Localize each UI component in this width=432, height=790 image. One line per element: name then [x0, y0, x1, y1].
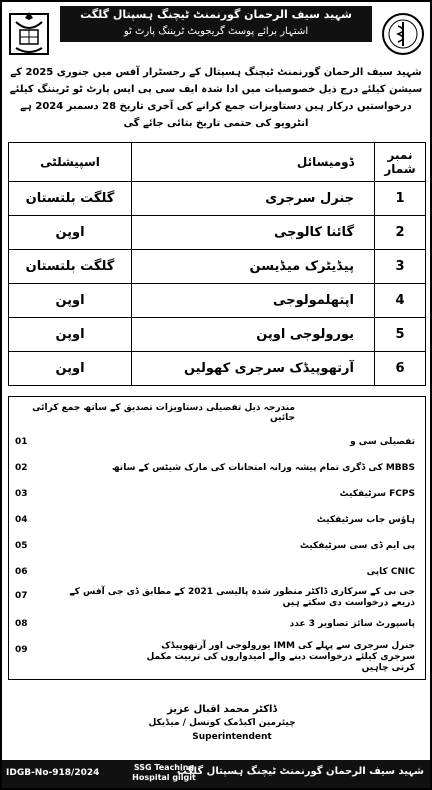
item-number: 04 — [15, 515, 28, 525]
row-number: 3 — [375, 250, 426, 284]
table-row — [9, 318, 426, 352]
signatory-title-en: Superintendent — [192, 732, 272, 742]
item-text: ہاؤس جاب سرٹیفکیٹ — [316, 515, 415, 525]
row-domicile: گلگت بلتستان — [9, 250, 132, 284]
ad-subtitle: اشتہار برائے پوسٹ گریجویٹ ٹریننگ پارٹ ٹو — [123, 26, 309, 37]
table-row — [9, 352, 426, 386]
row-number: 1 — [375, 182, 426, 216]
table-row — [9, 250, 426, 284]
list-item — [9, 431, 425, 453]
hospital-logo-icon — [380, 8, 426, 60]
list-item — [9, 457, 425, 479]
row-specialty: جنرل سرجری — [132, 182, 375, 216]
item-text: پاسپورٹ سائز تصاویر 3 عدد — [289, 619, 415, 629]
specialty-table — [8, 142, 426, 386]
signatory-designation: چیئرمین اکیڈمک کونسل / میڈیکل — [148, 718, 296, 728]
item-number: 02 — [15, 463, 28, 473]
item-text: CNIC کاپی — [366, 567, 415, 577]
footer — [2, 682, 430, 788]
row-number: 6 — [375, 352, 426, 386]
row-number: 2 — [375, 216, 426, 250]
table-row — [9, 216, 426, 250]
row-specialty: یورولوجی اوپن — [132, 318, 375, 352]
row-number: 4 — [375, 284, 426, 318]
item-number: 07 — [15, 591, 28, 601]
table-row — [9, 284, 426, 318]
row-domicile: اوپن — [9, 318, 132, 352]
item-text: جی بی کے سرکاری ڈاکٹر منظور شدہ پالیسی 2021 کے مطابق ڈی جی آفس کے ذریعے درخواست دی سکتے ہیں — [69, 587, 415, 608]
list-item — [9, 561, 425, 583]
item-text: MBBS کی ڈگری تمام پیشہ ورانہ امتحانات کی مارک شیٹس کے ساتھ — [111, 463, 415, 473]
table-row — [9, 182, 426, 216]
list-item — [9, 509, 425, 531]
row-domicile: اوپن — [9, 216, 132, 250]
list-item — [9, 483, 425, 505]
row-domicile: اوپن — [9, 352, 132, 386]
list-item — [9, 535, 425, 557]
list-item — [9, 585, 425, 611]
header-title-box — [60, 6, 372, 42]
header-specialty: ڈومیسائل — [132, 143, 375, 182]
government-emblem-icon — [6, 8, 52, 60]
row-specialty: آرتھوپیڈک سرجری کھولیں — [132, 352, 375, 386]
item-text: جنرل سرجری سے پہلے کی IMM یورولوجی اور آرتھوپیڈک سرجری کیلئے درخواست دینے والے امیدواروں کی تربیت مکمل کرنی چاہیں — [146, 641, 415, 673]
hospital-name-footer: شہید سیف الرحمان گورنمنٹ ٹیچنگ ہسپتال گلگت — [176, 766, 424, 777]
item-number: 08 — [15, 619, 28, 629]
header-serial: نمبر شمار — [375, 143, 426, 182]
list-item — [9, 639, 425, 673]
footer-band — [2, 760, 430, 788]
row-specialty: گائنا کالوجی — [132, 216, 375, 250]
item-text: تفصیلی سی و — [350, 437, 415, 447]
ad-id: IDGB-No-918/2024 — [6, 768, 100, 778]
item-number: 03 — [15, 489, 28, 499]
row-domicile: گلگت بلتستان — [9, 182, 132, 216]
hospital-title: شہید سیف الرحمان گورنمنٹ ٹیچنگ ہسپتال گلگت — [80, 8, 352, 21]
header — [2, 2, 430, 66]
row-number: 5 — [375, 318, 426, 352]
item-number: 01 — [15, 437, 28, 447]
row-specialty: اپتھلمولوجی — [132, 284, 375, 318]
item-number: 05 — [15, 541, 28, 551]
item-text: FCPS سرٹیفکیٹ — [339, 489, 415, 499]
row-specialty: پیڈیٹرک میڈیسن — [132, 250, 375, 284]
item-number: 06 — [15, 567, 28, 577]
documents-heading: مندرجہ ذیل تفصیلی دستاویزات تصدیق کے ساتھ جمع کرائی جائیں — [32, 403, 295, 423]
ssg-line-1: SSG Teaching — [133, 763, 195, 772]
list-item — [9, 613, 425, 635]
item-number: 09 — [15, 645, 28, 655]
intro-paragraph: شہید سیف الرحمان گورنمنٹ ٹیچنگ ہسپتال کے رجسٹرار آفس میں جنوری 2025 کے سیشن کیلئے درج ذیل خصوصیات میں ادا شدہ ایف سی پی ایس پارٹ ٹو ٹریننگ کیلئے درخواستیں درکار ہیں دستاویزات جمع کرانے کی آخری تاریخ 28 دسمبر 2024 ہے انٹرویو کی حتمی تاریخ بتائی جائے گی — [9, 67, 423, 129]
item-text: پی ایم ڈی سی سرٹیفکیٹ — [299, 541, 415, 551]
ssg-line-2: Hospital gilgit — [132, 773, 196, 782]
table-header-row — [9, 143, 426, 182]
signatory-name: ڈاکٹر محمد اقبال عزیز — [167, 704, 277, 715]
row-domicile: اوپن — [9, 284, 132, 318]
header-domicile: اسپیشلٹی — [9, 143, 132, 182]
documents-box — [8, 396, 426, 680]
